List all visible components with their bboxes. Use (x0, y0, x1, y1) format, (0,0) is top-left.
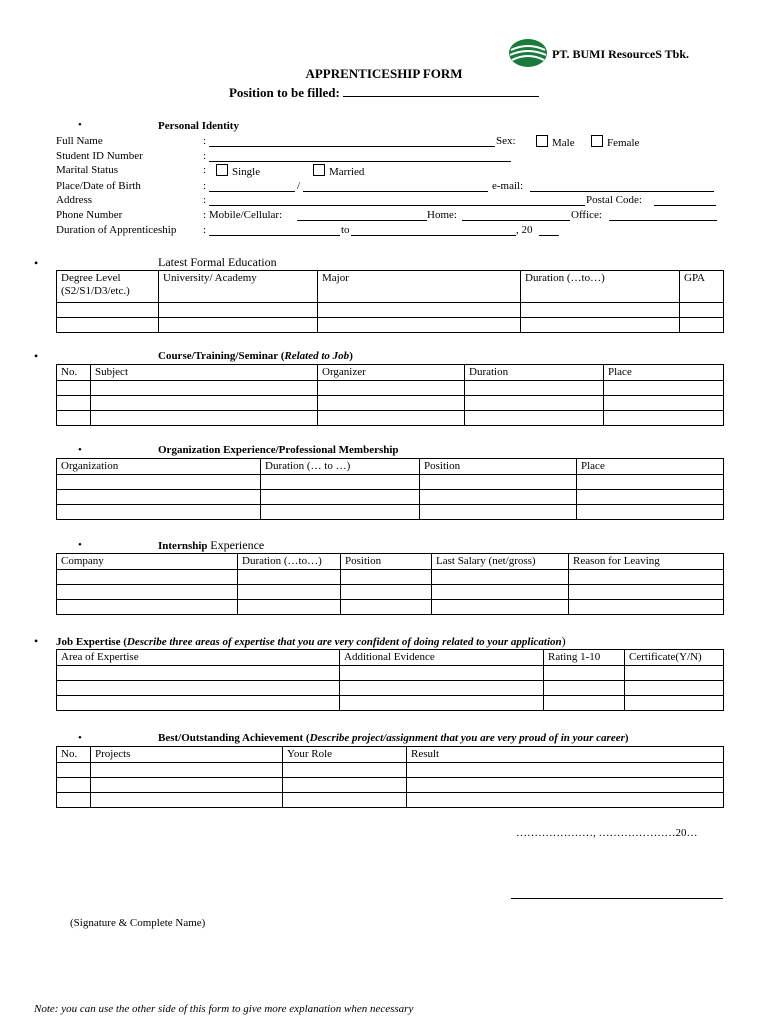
male-option[interactable]: Male (536, 135, 575, 149)
postal-code-label: Postal Code: (586, 194, 642, 206)
course-heading: Course/Training/Seminar (Related to Job) (158, 350, 353, 362)
table-row[interactable] (57, 570, 724, 585)
table-row[interactable] (57, 318, 724, 333)
table-row[interactable] (57, 696, 724, 711)
table-row[interactable] (57, 666, 724, 681)
address-field[interactable] (209, 205, 585, 206)
col-role: Your Role (283, 747, 407, 763)
table-row[interactable] (57, 505, 724, 520)
col-duration: Duration (…to…) (521, 271, 680, 303)
col-place: Place (604, 365, 724, 381)
duration-to-field[interactable] (351, 235, 516, 236)
bullet: • (78, 539, 82, 551)
year-label: , 20 (516, 224, 533, 236)
position-line (0, 85, 768, 101)
col-duration: Duration (…to…) (238, 554, 341, 570)
position-field[interactable] (343, 85, 539, 97)
table-row[interactable] (57, 585, 724, 600)
col-organizer: Organizer (318, 365, 465, 381)
marital-status-label: Marital Status (56, 164, 119, 176)
col-degree: Degree Level (S2/S1/D3/etc.) (57, 271, 159, 303)
course-table (56, 364, 724, 426)
birth-date-field[interactable] (303, 191, 488, 192)
home-label: Home: (427, 209, 457, 221)
full-name-label: Full Name (56, 135, 103, 147)
col-company: Company (57, 554, 238, 570)
col-university: University/ Academy (159, 271, 318, 303)
table-row[interactable] (57, 763, 724, 778)
bullet: • (34, 634, 39, 648)
single-option[interactable]: Single (216, 164, 260, 178)
col-no: No. (57, 747, 91, 763)
col-duration: Duration (… to …) (261, 459, 420, 475)
to-label: to (341, 224, 350, 236)
sex-label: Sex: (496, 135, 516, 147)
company-logo-icon (508, 38, 548, 68)
education-heading: Latest Formal Education (158, 255, 277, 269)
footer-note: Note: you can use the other side of this form to give more explanation when necessary (34, 1003, 414, 1015)
internship-table (56, 553, 724, 615)
form-title: APPRENTICESHIP FORM (305, 66, 463, 81)
col-subject: Subject (91, 365, 318, 381)
col-position: Position (341, 554, 432, 570)
table-row[interactable] (57, 778, 724, 793)
place-dob-label: Place/Date of Birth (56, 180, 141, 192)
birth-place-field[interactable] (209, 191, 295, 192)
duration-label: Duration of Apprenticeship (56, 224, 177, 236)
col-certificate: Certificate(Y/N) (625, 650, 724, 666)
male-checkbox[interactable] (536, 135, 548, 147)
col-result: Result (407, 747, 724, 763)
organization-heading: Organization Experience/Professional Membership (158, 444, 399, 456)
mobile-label: Mobile/Cellular: (208, 209, 283, 221)
col-duration: Duration (465, 365, 604, 381)
bullet: • (78, 444, 82, 456)
internship-heading: Internship Experience (158, 538, 265, 552)
col-evidence: Additional Evidence (340, 650, 544, 666)
table-row[interactable] (57, 490, 724, 505)
email-field[interactable] (530, 191, 714, 192)
bullet: • (34, 256, 39, 270)
table-row[interactable] (57, 793, 724, 808)
personal-heading: Personal Identity (158, 120, 239, 132)
table-row[interactable] (57, 600, 724, 615)
signature-field[interactable] (511, 898, 723, 899)
col-reason: Reason for Leaving (569, 554, 724, 570)
col-rating: Rating 1-10 (544, 650, 625, 666)
col-gpa: GPA (680, 271, 724, 303)
duration-from-field[interactable] (209, 235, 340, 236)
bullet: • (78, 119, 82, 131)
year-field[interactable] (539, 235, 559, 236)
table-row[interactable] (57, 381, 724, 396)
col-position: Position (420, 459, 577, 475)
student-id-field[interactable] (209, 161, 511, 162)
postal-code-field[interactable] (654, 205, 716, 206)
organization-table (56, 458, 724, 520)
signature-label: (Signature & Complete Name) (70, 917, 206, 929)
student-id-label: Student ID Number (56, 150, 143, 162)
col-area: Area of Expertise (57, 650, 340, 666)
home-field[interactable] (462, 220, 570, 221)
col-organization: Organization (57, 459, 261, 475)
expertise-heading: Job Expertise (Describe three areas of expertise that you are very confident of doing related to your application) (56, 634, 566, 648)
expertise-table (56, 649, 724, 711)
single-checkbox[interactable] (216, 164, 228, 176)
table-row[interactable] (57, 681, 724, 696)
mobile-field[interactable] (297, 220, 427, 221)
achievement-table (56, 746, 724, 808)
address-label: Address (56, 194, 93, 206)
position-label: Position to be filled: (228, 85, 340, 100)
bullet: • (78, 732, 82, 744)
married-checkbox[interactable] (313, 164, 325, 176)
table-row[interactable] (57, 411, 724, 426)
table-row[interactable] (57, 303, 724, 318)
table-row[interactable] (57, 396, 724, 411)
bullet: • (34, 349, 39, 363)
education-table (56, 270, 724, 333)
col-no: No. (57, 365, 91, 381)
col-salary: Last Salary (net/gross) (432, 554, 569, 570)
female-option[interactable]: Female (591, 135, 639, 149)
office-field[interactable] (609, 220, 717, 221)
email-label: e-mail: (492, 180, 524, 192)
achievement-heading: Best/Outstanding Achievement (Describe project/assignment that you are very proud of in your career) (158, 732, 629, 744)
company-name: PT. BUMI ResourceS Tbk. (552, 47, 690, 61)
table-row[interactable] (57, 475, 724, 490)
office-label: Office: (571, 209, 602, 221)
married-option[interactable]: Married (313, 164, 364, 178)
col-projects: Projects (91, 747, 283, 763)
full-name-field[interactable] (209, 146, 495, 147)
date-line[interactable]: …………………, …………………20… (516, 827, 698, 839)
female-checkbox[interactable] (591, 135, 603, 147)
col-place: Place (577, 459, 724, 475)
phone-label: Phone Number (56, 209, 123, 221)
col-major: Major (318, 271, 521, 303)
